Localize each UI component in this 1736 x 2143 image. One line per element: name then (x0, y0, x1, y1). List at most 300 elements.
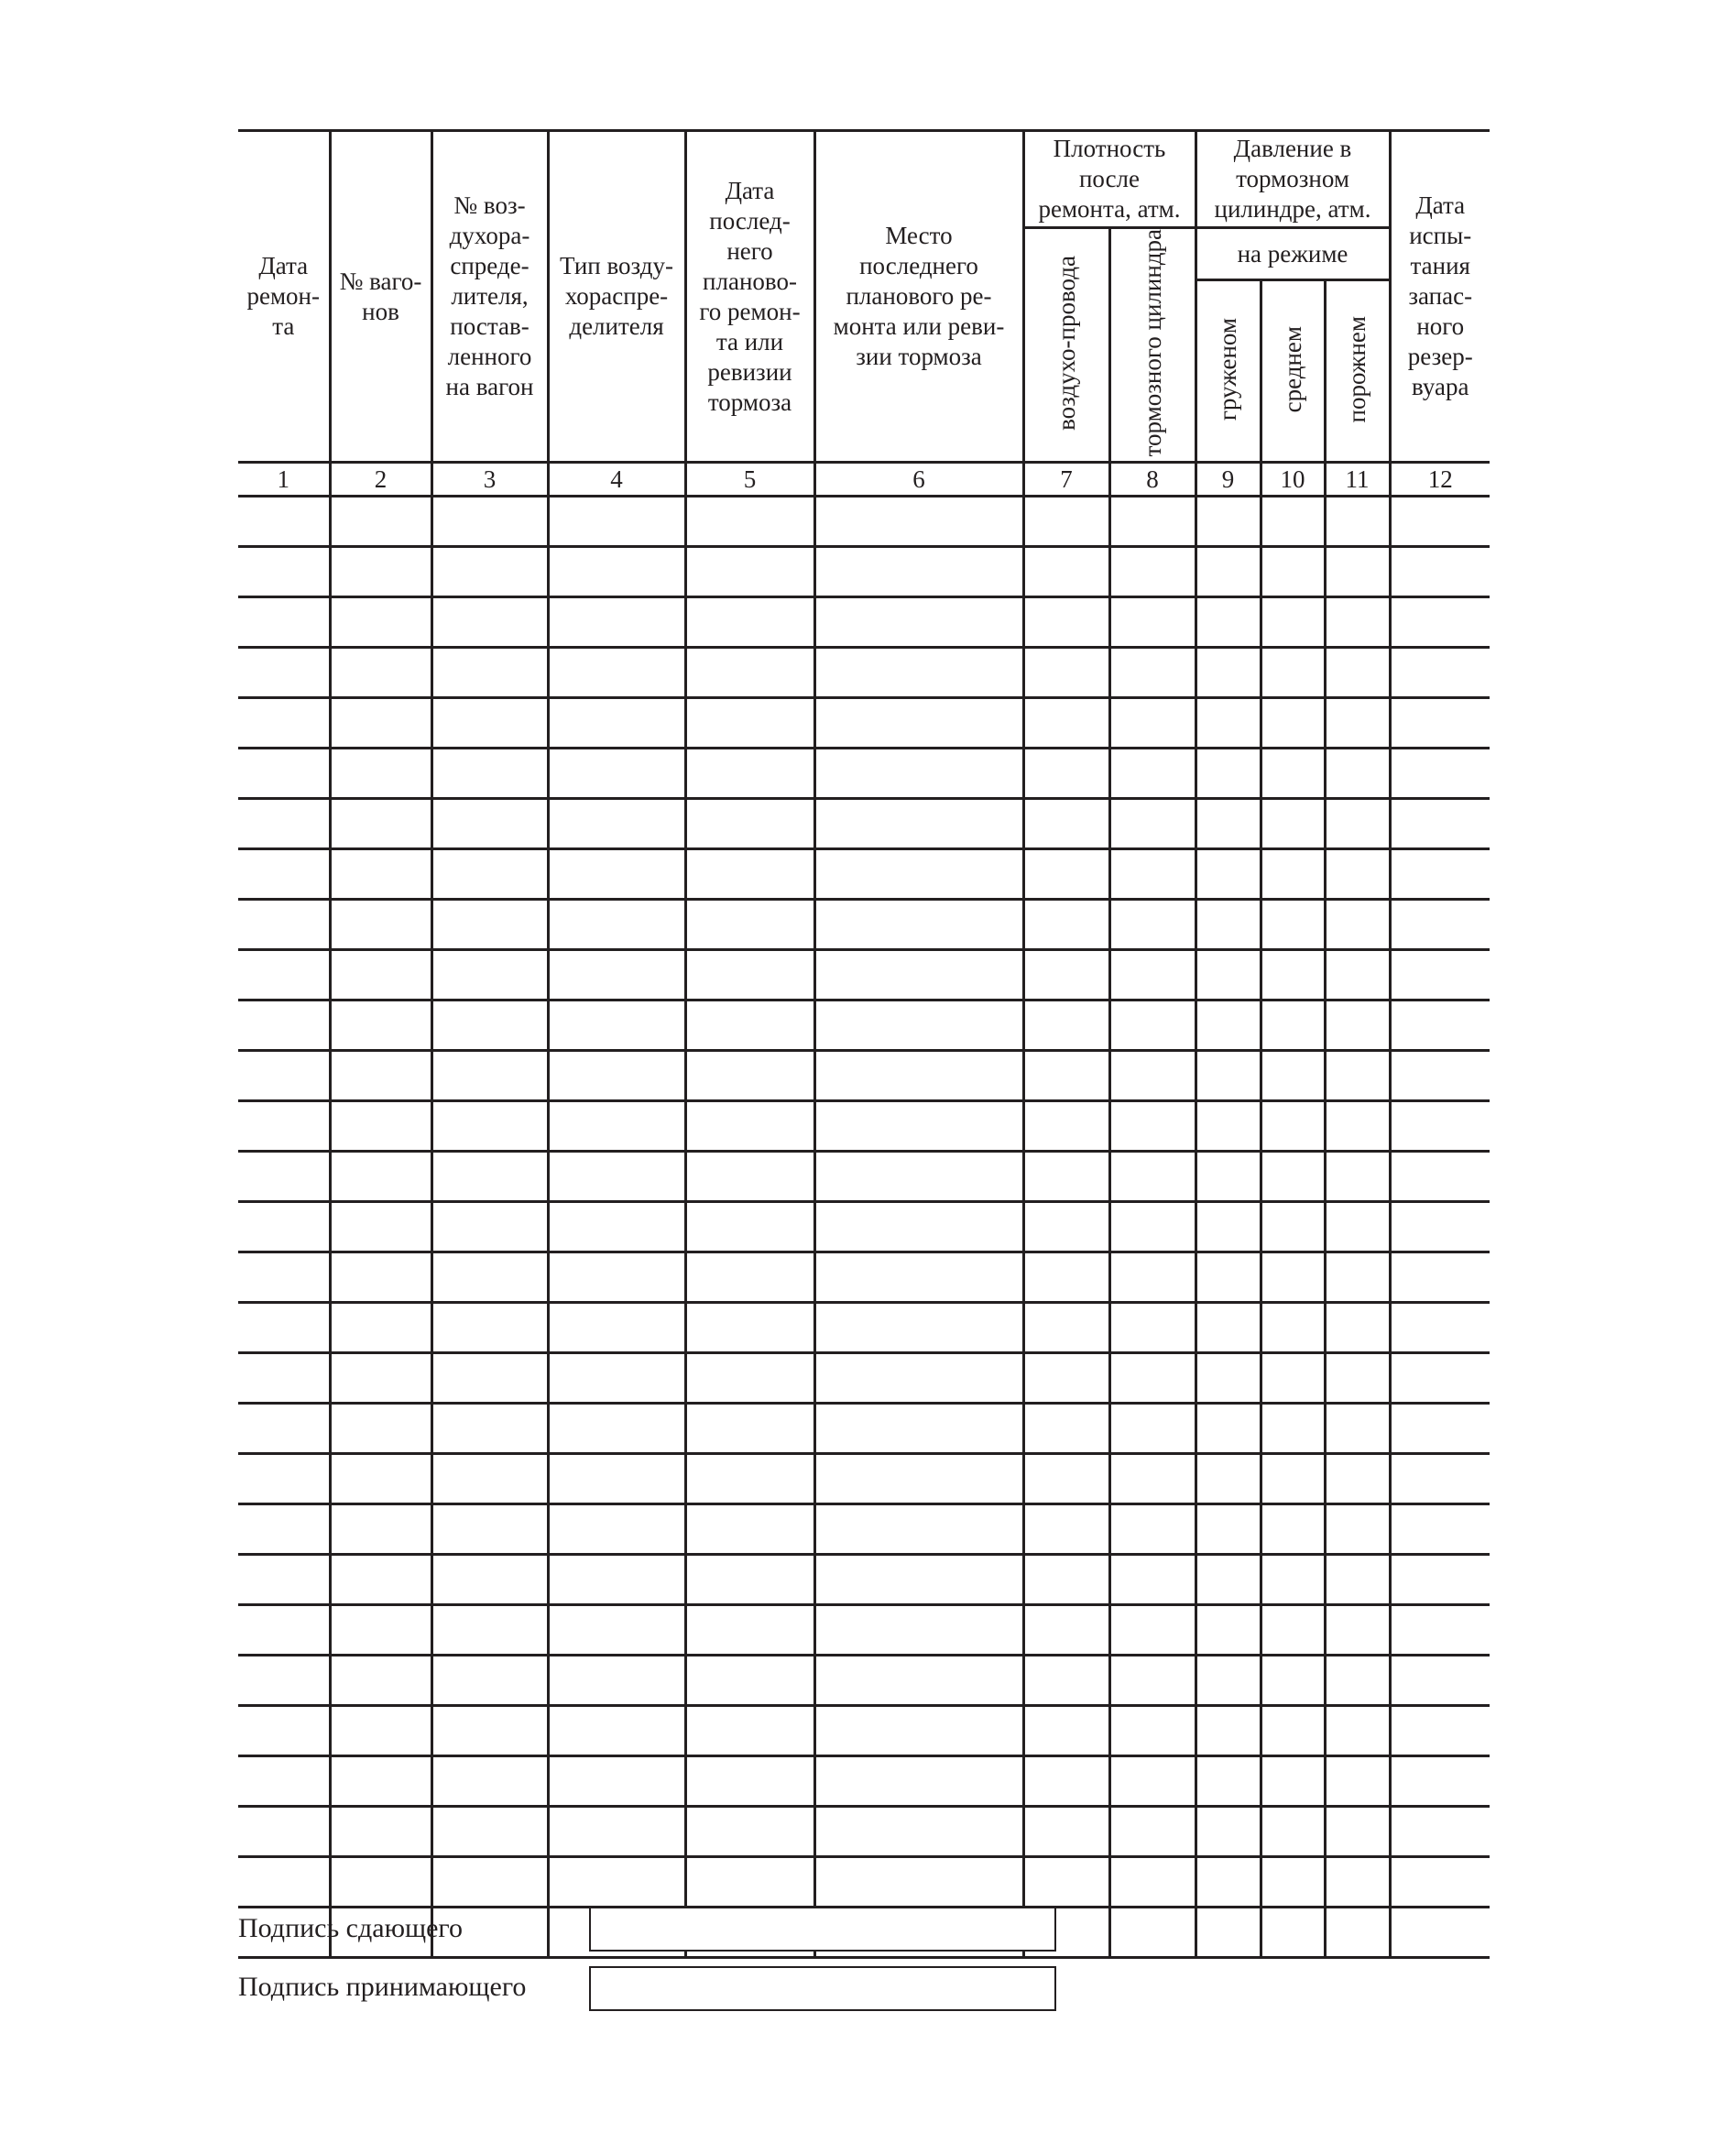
table-cell[interactable] (431, 648, 548, 698)
table-cell[interactable] (330, 1404, 431, 1454)
table-cell[interactable] (431, 1202, 548, 1252)
table-cell[interactable] (1109, 1555, 1196, 1605)
table-cell[interactable] (685, 1252, 814, 1303)
table-cell[interactable] (1023, 950, 1109, 1000)
table-cell[interactable] (238, 1152, 330, 1202)
table-cell[interactable] (548, 1353, 685, 1404)
table-cell[interactable] (330, 1454, 431, 1504)
table-cell[interactable] (1023, 1252, 1109, 1303)
table-cell[interactable] (1196, 1908, 1261, 1958)
table-cell[interactable] (1390, 950, 1490, 1000)
table-cell[interactable] (1390, 597, 1490, 648)
table-cell[interactable] (1023, 648, 1109, 698)
table-cell[interactable] (548, 1605, 685, 1656)
table-cell[interactable] (1023, 900, 1109, 950)
table-cell[interactable] (1261, 1756, 1325, 1807)
table-cell[interactable] (814, 547, 1023, 597)
table-cell[interactable] (814, 1454, 1023, 1504)
table-cell[interactable] (1325, 1908, 1390, 1958)
table-cell[interactable] (1261, 1101, 1325, 1152)
table-cell[interactable] (330, 950, 431, 1000)
table-cell[interactable] (1390, 1756, 1490, 1807)
table-cell[interactable] (431, 1807, 548, 1857)
table-cell[interactable] (431, 597, 548, 648)
table-cell[interactable] (685, 1756, 814, 1807)
table-cell[interactable] (1261, 1202, 1325, 1252)
table-cell[interactable] (431, 749, 548, 799)
table-cell[interactable] (238, 1454, 330, 1504)
table-cell[interactable] (1023, 1706, 1109, 1756)
table-cell[interactable] (548, 1656, 685, 1706)
table-cell[interactable] (548, 1303, 685, 1353)
table-cell[interactable] (431, 950, 548, 1000)
table-cell[interactable] (238, 1101, 330, 1152)
table-cell[interactable] (548, 1404, 685, 1454)
table-cell[interactable] (814, 1202, 1023, 1252)
table-cell[interactable] (685, 849, 814, 900)
table-cell[interactable] (685, 1303, 814, 1353)
table-cell[interactable] (548, 648, 685, 698)
table-cell[interactable] (1261, 1656, 1325, 1706)
table-cell[interactable] (330, 1252, 431, 1303)
table-cell[interactable] (1325, 1454, 1390, 1504)
table-cell[interactable] (330, 1353, 431, 1404)
table-cell[interactable] (1325, 749, 1390, 799)
table-cell[interactable] (1261, 1303, 1325, 1353)
table-cell[interactable] (1261, 1454, 1325, 1504)
table-cell[interactable] (238, 849, 330, 900)
table-cell[interactable] (1196, 648, 1261, 698)
table-cell[interactable] (330, 749, 431, 799)
table-cell[interactable] (431, 1454, 548, 1504)
table-cell[interactable] (1390, 1454, 1490, 1504)
table-cell[interactable] (814, 1504, 1023, 1555)
table-cell[interactable] (1023, 597, 1109, 648)
table-cell[interactable] (1325, 799, 1390, 849)
table-cell[interactable] (685, 648, 814, 698)
table-cell[interactable] (814, 1353, 1023, 1404)
table-cell[interactable] (330, 1807, 431, 1857)
table-cell[interactable] (1261, 950, 1325, 1000)
table-cell[interactable] (1261, 1706, 1325, 1756)
table-cell[interactable] (548, 698, 685, 749)
table-cell[interactable] (1325, 1706, 1390, 1756)
table-cell[interactable] (1325, 849, 1390, 900)
table-cell[interactable] (1196, 1101, 1261, 1152)
table-cell[interactable] (1325, 547, 1390, 597)
table-cell[interactable] (1261, 1353, 1325, 1404)
table-cell[interactable] (814, 1404, 1023, 1454)
table-cell[interactable] (685, 1051, 814, 1101)
table-cell[interactable] (1109, 1051, 1196, 1101)
table-cell[interactable] (1023, 1303, 1109, 1353)
table-cell[interactable] (1390, 1152, 1490, 1202)
table-cell[interactable] (685, 1555, 814, 1605)
table-cell[interactable] (814, 648, 1023, 698)
table-cell[interactable] (1109, 1000, 1196, 1051)
table-cell[interactable] (1023, 1807, 1109, 1857)
table-cell[interactable] (1261, 799, 1325, 849)
table-cell[interactable] (1023, 749, 1109, 799)
table-cell[interactable] (548, 1252, 685, 1303)
table-cell[interactable] (1196, 749, 1261, 799)
table-cell[interactable] (330, 1051, 431, 1101)
table-cell[interactable] (685, 1454, 814, 1504)
table-cell[interactable] (1325, 1303, 1390, 1353)
table-cell[interactable] (238, 1000, 330, 1051)
table-cell[interactable] (431, 1051, 548, 1101)
table-cell[interactable] (1196, 1605, 1261, 1656)
table-cell[interactable] (330, 1857, 431, 1908)
table-cell[interactable] (1261, 1404, 1325, 1454)
table-cell[interactable] (814, 1706, 1023, 1756)
table-cell[interactable] (1196, 1807, 1261, 1857)
table-cell[interactable] (1023, 497, 1109, 547)
table-cell[interactable] (1023, 1857, 1109, 1908)
table-cell[interactable] (238, 497, 330, 547)
giver-signature-field[interactable] (589, 1907, 1056, 1952)
table-cell[interactable] (431, 1504, 548, 1555)
table-cell[interactable] (1196, 849, 1261, 900)
table-cell[interactable] (1109, 1656, 1196, 1706)
table-cell[interactable] (1109, 799, 1196, 849)
table-cell[interactable] (1023, 1202, 1109, 1252)
table-cell[interactable] (1196, 1152, 1261, 1202)
table-cell[interactable] (1390, 1000, 1490, 1051)
receiver-signature-field[interactable] (589, 1966, 1056, 2011)
table-cell[interactable] (814, 950, 1023, 1000)
table-cell[interactable] (1196, 1404, 1261, 1454)
table-cell[interactable] (1023, 1605, 1109, 1656)
table-cell[interactable] (814, 1152, 1023, 1202)
table-cell[interactable] (685, 1404, 814, 1454)
table-cell[interactable] (548, 547, 685, 597)
table-cell[interactable] (238, 1404, 330, 1454)
table-cell[interactable] (431, 849, 548, 900)
table-cell[interactable] (1023, 1656, 1109, 1706)
table-cell[interactable] (1196, 799, 1261, 849)
table-cell[interactable] (1325, 497, 1390, 547)
table-cell[interactable] (330, 1101, 431, 1152)
table-cell[interactable] (1109, 1202, 1196, 1252)
table-cell[interactable] (238, 597, 330, 648)
table-cell[interactable] (814, 1656, 1023, 1706)
table-cell[interactable] (814, 900, 1023, 950)
table-cell[interactable] (814, 597, 1023, 648)
table-cell[interactable] (431, 1605, 548, 1656)
table-cell[interactable] (1261, 648, 1325, 698)
table-cell[interactable] (1325, 1202, 1390, 1252)
table-cell[interactable] (548, 1555, 685, 1605)
table-cell[interactable] (1023, 547, 1109, 597)
table-cell[interactable] (1109, 849, 1196, 900)
table-cell[interactable] (1196, 1504, 1261, 1555)
table-cell[interactable] (685, 950, 814, 1000)
table-cell[interactable] (685, 1706, 814, 1756)
table-cell[interactable] (330, 648, 431, 698)
table-cell[interactable] (431, 1303, 548, 1353)
table-cell[interactable] (1325, 1252, 1390, 1303)
table-cell[interactable] (1023, 1051, 1109, 1101)
table-cell[interactable] (548, 597, 685, 648)
table-cell[interactable] (548, 1454, 685, 1504)
table-cell[interactable] (1390, 1051, 1490, 1101)
table-cell[interactable] (814, 1303, 1023, 1353)
table-cell[interactable] (685, 1504, 814, 1555)
table-cell[interactable] (330, 597, 431, 648)
table-cell[interactable] (330, 1656, 431, 1706)
table-cell[interactable] (330, 1303, 431, 1353)
table-cell[interactable] (1390, 1605, 1490, 1656)
table-cell[interactable] (1261, 749, 1325, 799)
table-cell[interactable] (330, 849, 431, 900)
table-cell[interactable] (685, 698, 814, 749)
table-cell[interactable] (431, 1756, 548, 1807)
table-cell[interactable] (1023, 1756, 1109, 1807)
table-cell[interactable] (1261, 1504, 1325, 1555)
table-cell[interactable] (1109, 1404, 1196, 1454)
table-cell[interactable] (1390, 1101, 1490, 1152)
table-cell[interactable] (1023, 1000, 1109, 1051)
table-cell[interactable] (685, 799, 814, 849)
table-cell[interactable] (1023, 1454, 1109, 1504)
table-cell[interactable] (814, 1807, 1023, 1857)
table-cell[interactable] (1261, 547, 1325, 597)
table-cell[interactable] (814, 497, 1023, 547)
table-cell[interactable] (1390, 749, 1490, 799)
table-cell[interactable] (814, 1605, 1023, 1656)
table-cell[interactable] (1196, 1656, 1261, 1706)
table-cell[interactable] (1390, 1908, 1490, 1958)
table-cell[interactable] (330, 1152, 431, 1202)
table-cell[interactable] (238, 698, 330, 749)
table-cell[interactable] (431, 698, 548, 749)
table-cell[interactable] (1109, 1353, 1196, 1404)
table-cell[interactable] (1023, 799, 1109, 849)
table-cell[interactable] (431, 900, 548, 950)
table-cell[interactable] (431, 1000, 548, 1051)
table-cell[interactable] (1023, 849, 1109, 900)
table-cell[interactable] (1196, 1303, 1261, 1353)
table-cell[interactable] (814, 1756, 1023, 1807)
table-cell[interactable] (1109, 497, 1196, 547)
table-cell[interactable] (1196, 1000, 1261, 1051)
table-cell[interactable] (238, 900, 330, 950)
table-cell[interactable] (1325, 1404, 1390, 1454)
table-cell[interactable] (1196, 1051, 1261, 1101)
table-cell[interactable] (1325, 1152, 1390, 1202)
table-cell[interactable] (330, 799, 431, 849)
table-cell[interactable] (548, 799, 685, 849)
table-cell[interactable] (548, 1857, 685, 1908)
table-cell[interactable] (1390, 1353, 1490, 1404)
table-cell[interactable] (238, 1706, 330, 1756)
table-cell[interactable] (685, 1000, 814, 1051)
table-cell[interactable] (548, 1051, 685, 1101)
table-cell[interactable] (1109, 648, 1196, 698)
table-cell[interactable] (1390, 1656, 1490, 1706)
table-cell[interactable] (685, 1656, 814, 1706)
table-cell[interactable] (1023, 1404, 1109, 1454)
table-cell[interactable] (431, 1656, 548, 1706)
table-cell[interactable] (814, 849, 1023, 900)
table-cell[interactable] (1109, 1504, 1196, 1555)
table-cell[interactable] (1325, 698, 1390, 749)
table-cell[interactable] (814, 749, 1023, 799)
table-cell[interactable] (1390, 799, 1490, 849)
table-cell[interactable] (1390, 1202, 1490, 1252)
table-cell[interactable] (1325, 1756, 1390, 1807)
table-cell[interactable] (1261, 1051, 1325, 1101)
table-cell[interactable] (685, 900, 814, 950)
table-cell[interactable] (1325, 1605, 1390, 1656)
table-cell[interactable] (1261, 1908, 1325, 1958)
table-cell[interactable] (548, 1101, 685, 1152)
table-cell[interactable] (1325, 648, 1390, 698)
table-cell[interactable] (814, 1252, 1023, 1303)
table-cell[interactable] (814, 1101, 1023, 1152)
table-cell[interactable] (548, 849, 685, 900)
table-cell[interactable] (1390, 1857, 1490, 1908)
table-cell[interactable] (1261, 1152, 1325, 1202)
table-cell[interactable] (1390, 849, 1490, 900)
table-cell[interactable] (1261, 1605, 1325, 1656)
table-cell[interactable] (1390, 1555, 1490, 1605)
table-cell[interactable] (1109, 1454, 1196, 1504)
table-cell[interactable] (1325, 1051, 1390, 1101)
table-cell[interactable] (330, 698, 431, 749)
table-cell[interactable] (1390, 1504, 1490, 1555)
table-cell[interactable] (1261, 900, 1325, 950)
table-cell[interactable] (685, 749, 814, 799)
table-cell[interactable] (1196, 597, 1261, 648)
table-cell[interactable] (1325, 1857, 1390, 1908)
table-cell[interactable] (1196, 497, 1261, 547)
table-cell[interactable] (1023, 1101, 1109, 1152)
table-cell[interactable] (1023, 1353, 1109, 1404)
table-cell[interactable] (238, 1504, 330, 1555)
table-cell[interactable] (238, 1051, 330, 1101)
table-cell[interactable] (814, 799, 1023, 849)
table-cell[interactable] (238, 1252, 330, 1303)
table-cell[interactable] (1109, 1605, 1196, 1656)
table-cell[interactable] (330, 1756, 431, 1807)
table-cell[interactable] (330, 1706, 431, 1756)
table-cell[interactable] (1109, 1303, 1196, 1353)
table-cell[interactable] (1390, 1252, 1490, 1303)
table-cell[interactable] (1109, 900, 1196, 950)
table-cell[interactable] (1261, 597, 1325, 648)
table-cell[interactable] (814, 1051, 1023, 1101)
table-cell[interactable] (548, 497, 685, 547)
table-cell[interactable] (548, 749, 685, 799)
table-cell[interactable] (330, 900, 431, 950)
table-cell[interactable] (1196, 1353, 1261, 1404)
table-cell[interactable] (1109, 1756, 1196, 1807)
table-cell[interactable] (548, 1202, 685, 1252)
table-cell[interactable] (1109, 1908, 1196, 1958)
table-cell[interactable] (1325, 1101, 1390, 1152)
table-cell[interactable] (548, 1000, 685, 1051)
table-cell[interactable] (1023, 1504, 1109, 1555)
table-cell[interactable] (814, 1555, 1023, 1605)
table-cell[interactable] (330, 1000, 431, 1051)
table-cell[interactable] (685, 1353, 814, 1404)
table-cell[interactable] (814, 1000, 1023, 1051)
table-cell[interactable] (431, 1857, 548, 1908)
table-cell[interactable] (1196, 1756, 1261, 1807)
table-cell[interactable] (1196, 1706, 1261, 1756)
table-cell[interactable] (548, 900, 685, 950)
table-cell[interactable] (238, 749, 330, 799)
table-cell[interactable] (1109, 1857, 1196, 1908)
table-cell[interactable] (238, 1555, 330, 1605)
table-cell[interactable] (431, 1555, 548, 1605)
table-cell[interactable] (1325, 900, 1390, 950)
table-cell[interactable] (548, 1504, 685, 1555)
table-cell[interactable] (1196, 1252, 1261, 1303)
table-cell[interactable] (685, 1807, 814, 1857)
table-cell[interactable] (1390, 1303, 1490, 1353)
table-cell[interactable] (1325, 950, 1390, 1000)
table-cell[interactable] (1109, 597, 1196, 648)
table-cell[interactable] (685, 1605, 814, 1656)
table-cell[interactable] (1196, 900, 1261, 950)
table-cell[interactable] (1109, 1807, 1196, 1857)
table-cell[interactable] (1390, 900, 1490, 950)
table-cell[interactable] (1109, 1101, 1196, 1152)
table-cell[interactable] (548, 1756, 685, 1807)
table-cell[interactable] (548, 950, 685, 1000)
table-cell[interactable] (1325, 1504, 1390, 1555)
table-cell[interactable] (330, 1504, 431, 1555)
table-cell[interactable] (1196, 1454, 1261, 1504)
table-cell[interactable] (685, 497, 814, 547)
table-cell[interactable] (1196, 950, 1261, 1000)
table-cell[interactable] (238, 950, 330, 1000)
table-cell[interactable] (685, 1857, 814, 1908)
table-cell[interactable] (1109, 1706, 1196, 1756)
table-cell[interactable] (1023, 1555, 1109, 1605)
table-cell[interactable] (1325, 1000, 1390, 1051)
table-cell[interactable] (330, 1605, 431, 1656)
table-cell[interactable] (1325, 1353, 1390, 1404)
table-cell[interactable] (238, 1202, 330, 1252)
table-cell[interactable] (548, 1152, 685, 1202)
table-cell[interactable] (1261, 698, 1325, 749)
table-cell[interactable] (431, 1353, 548, 1404)
table-cell[interactable] (1261, 1807, 1325, 1857)
table-cell[interactable] (1261, 1252, 1325, 1303)
table-cell[interactable] (238, 799, 330, 849)
table-cell[interactable] (1261, 1555, 1325, 1605)
table-cell[interactable] (685, 547, 814, 597)
table-cell[interactable] (1196, 1857, 1261, 1908)
table-cell[interactable] (238, 1756, 330, 1807)
table-cell[interactable] (431, 1101, 548, 1152)
table-cell[interactable] (1390, 1807, 1490, 1857)
table-cell[interactable] (238, 1303, 330, 1353)
table-cell[interactable] (685, 1101, 814, 1152)
table-cell[interactable] (238, 648, 330, 698)
table-cell[interactable] (1109, 1152, 1196, 1202)
table-cell[interactable] (685, 1202, 814, 1252)
table-cell[interactable] (1390, 497, 1490, 547)
table-cell[interactable] (1390, 698, 1490, 749)
table-cell[interactable] (1196, 547, 1261, 597)
table-cell[interactable] (1325, 597, 1390, 648)
table-cell[interactable] (238, 1656, 330, 1706)
